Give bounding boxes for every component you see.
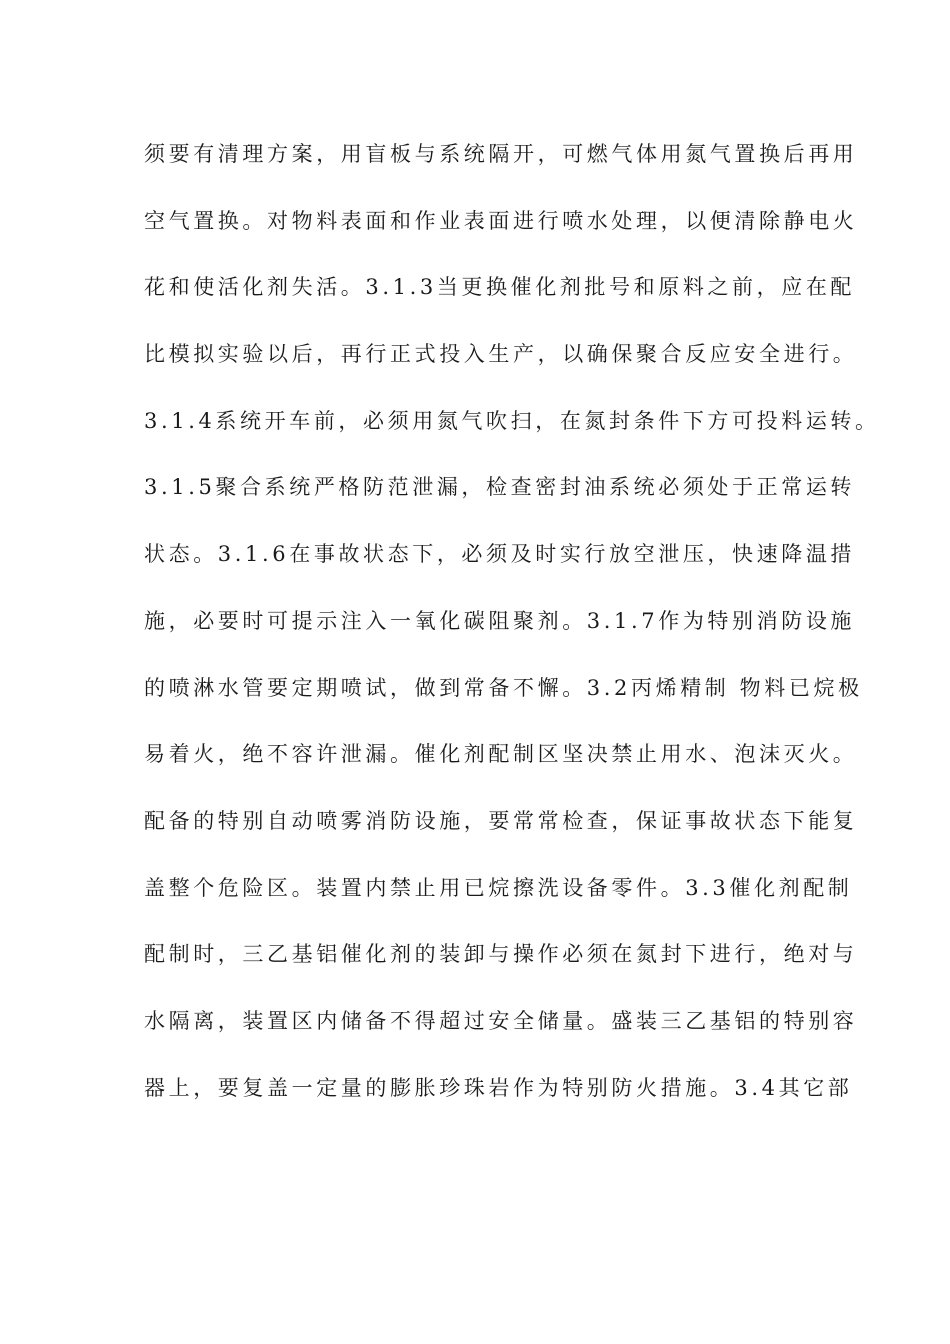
text-line: 状态。3.1.6在事故状态下，必须及时实行放空泄压，快速降温措 (144, 542, 856, 567)
text-line: 配制时，三乙基铝催化剂的装卸与操作必须在氮封下进行，绝对与 (144, 942, 858, 967)
text-line: 3.1.4系统开车前，必须用氮气吹扫，在氮封条件下方可投料运转。 (144, 408, 880, 433)
text-line: 器上，要复盖一定量的膨胀珍珠岩作为特别防火措施。3.4其它部 (144, 1075, 853, 1100)
text-line: 施，必要时可提示注入一氧化碳阻聚剂。3.1.7作为特别消防设施 (144, 608, 856, 633)
text-line: 配备的特别自动喷雾消防设施，要常常检查，保证事故状态下能复 (144, 808, 858, 833)
text-line: 比模拟实验以后，再行正式投入生产，以确保聚合反应安全进行。 (144, 342, 858, 367)
text-line: 的喷淋水管要定期喷试，做到常备不懈。3.2丙烯精制 物料已烷极 (144, 675, 863, 700)
text-line: 花和使活化剂失活。3.1.3当更换催化剂批号和原料之前，应在配 (144, 275, 856, 300)
text-line: 水隔离，装置区内储备不得超过安全储量。盛装三乙基铝的特别容 (144, 1008, 858, 1033)
text-line: 空气置换。对物料表面和作业表面进行喷水处理，以便清除静电火 (144, 208, 858, 233)
text-line: 盖整个危险区。装置内禁止用已烷擦洗设备零件。3.3催化剂配制 (144, 875, 853, 900)
text-line: 须要有清理方案，用盲板与系统隔开，可燃气体用氮气置换后再用 (144, 142, 858, 166)
text-line: 3.1.5聚合系统严格防范泄漏，检查密封油系统必须处于正常运转 (144, 475, 856, 500)
body-text (144, 130, 880, 1130)
text-line: 易着火，绝不容许泄漏。催化剂配制区坚决禁止用水、泡沫灭火。 (144, 742, 858, 767)
